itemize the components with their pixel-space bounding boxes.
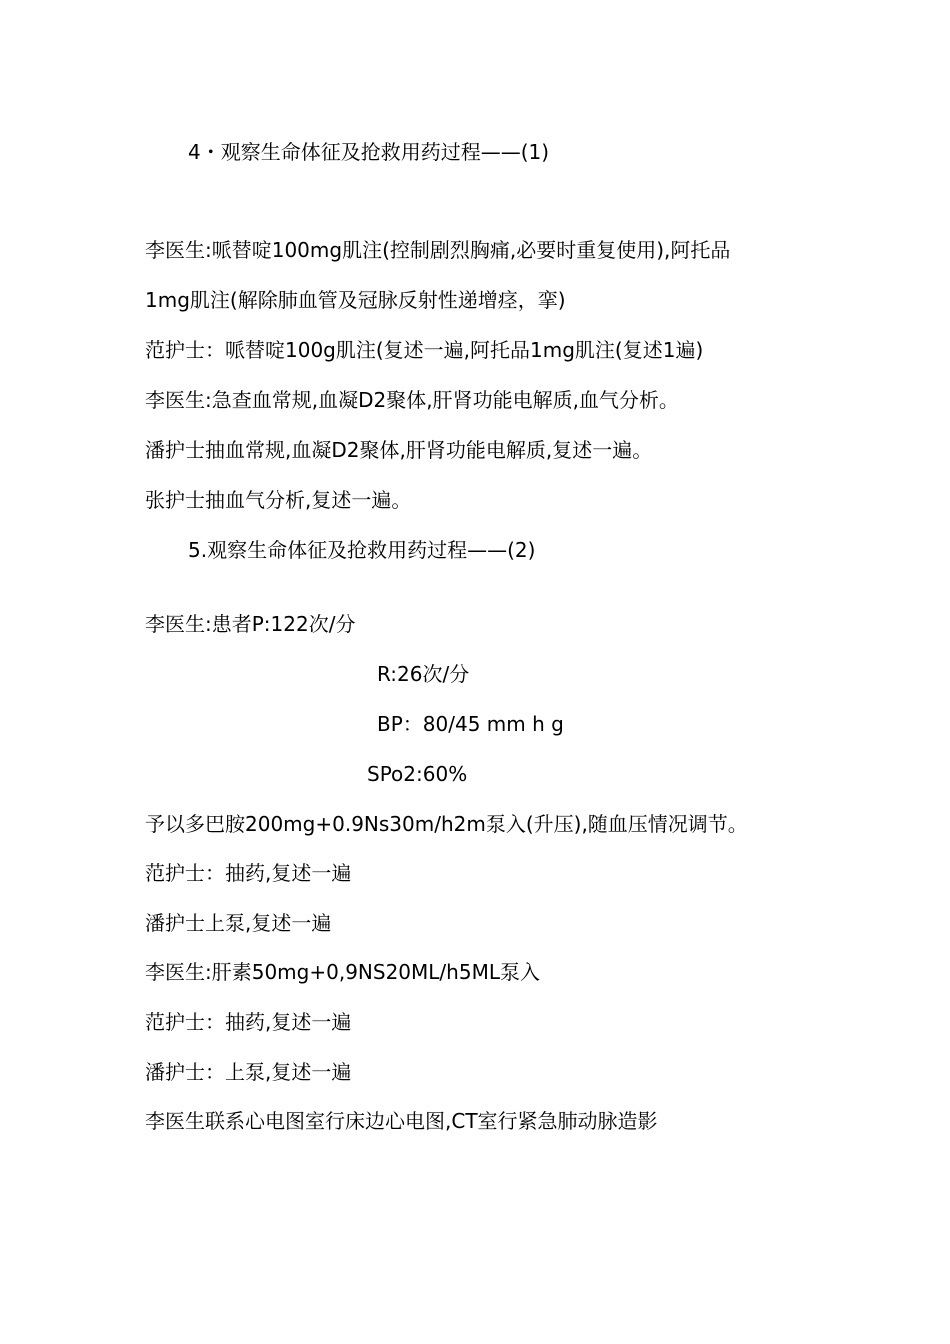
paragraph-line: 潘护士上泵,复述一遍	[145, 911, 332, 935]
paragraph-line: 1mg肌注(解除肺血管及冠脉反射性递增痉，挛)	[145, 288, 566, 312]
paragraph-line: 李医生联系心电图室行床边心电图,CT室行紧急肺动脉造影	[145, 1109, 658, 1133]
section-5-title: 5.观察生命体征及抢救用药过程——(2)	[188, 538, 536, 562]
paragraph-line: 范护士：抽药,复述一遍	[145, 1010, 352, 1034]
paragraph-line: 范护士：抽药,复述一遍	[145, 861, 352, 885]
paragraph-line: 予以多巴胺200mg+0.9Ns30m/h2m泵入(升压),随血压情况调节。	[145, 812, 748, 836]
paragraph-line: 李医生:肝素50mg+0,9NS20ML/h5ML泵入	[145, 960, 540, 984]
vital-spo2: SPo2:60%	[367, 762, 468, 786]
paragraph-line: 张护士抽血气分析,复述一遍。	[145, 488, 412, 512]
vitals-intro: 李医生:患者P:122次/分	[145, 612, 356, 636]
paragraph-line: 李医生:急查血常规,血凝D2聚体,肝肾功能电解质,血气分析。	[145, 388, 679, 412]
paragraph-line: 潘护士：上泵,复述一遍	[145, 1060, 352, 1084]
vital-respiration: R:26次/分	[377, 662, 470, 686]
section-4-title: 4・观察生命体征及抢救用药过程——(1)	[188, 140, 550, 164]
paragraph-line: 潘护士抽血常规,血凝D2聚体,肝肾功能电解质,复述一遍。	[145, 438, 653, 462]
paragraph-line: 李医生:哌替啶100mg肌注(控制剧烈胸痛,必要时重复使用),阿托品	[145, 238, 731, 262]
paragraph-line: 范护士：哌替啶100g肌注(复述一遍,阿托品1mg肌注(复述1遍)	[145, 338, 704, 362]
vital-blood-pressure: BP：80/45 mm h g	[377, 712, 564, 736]
